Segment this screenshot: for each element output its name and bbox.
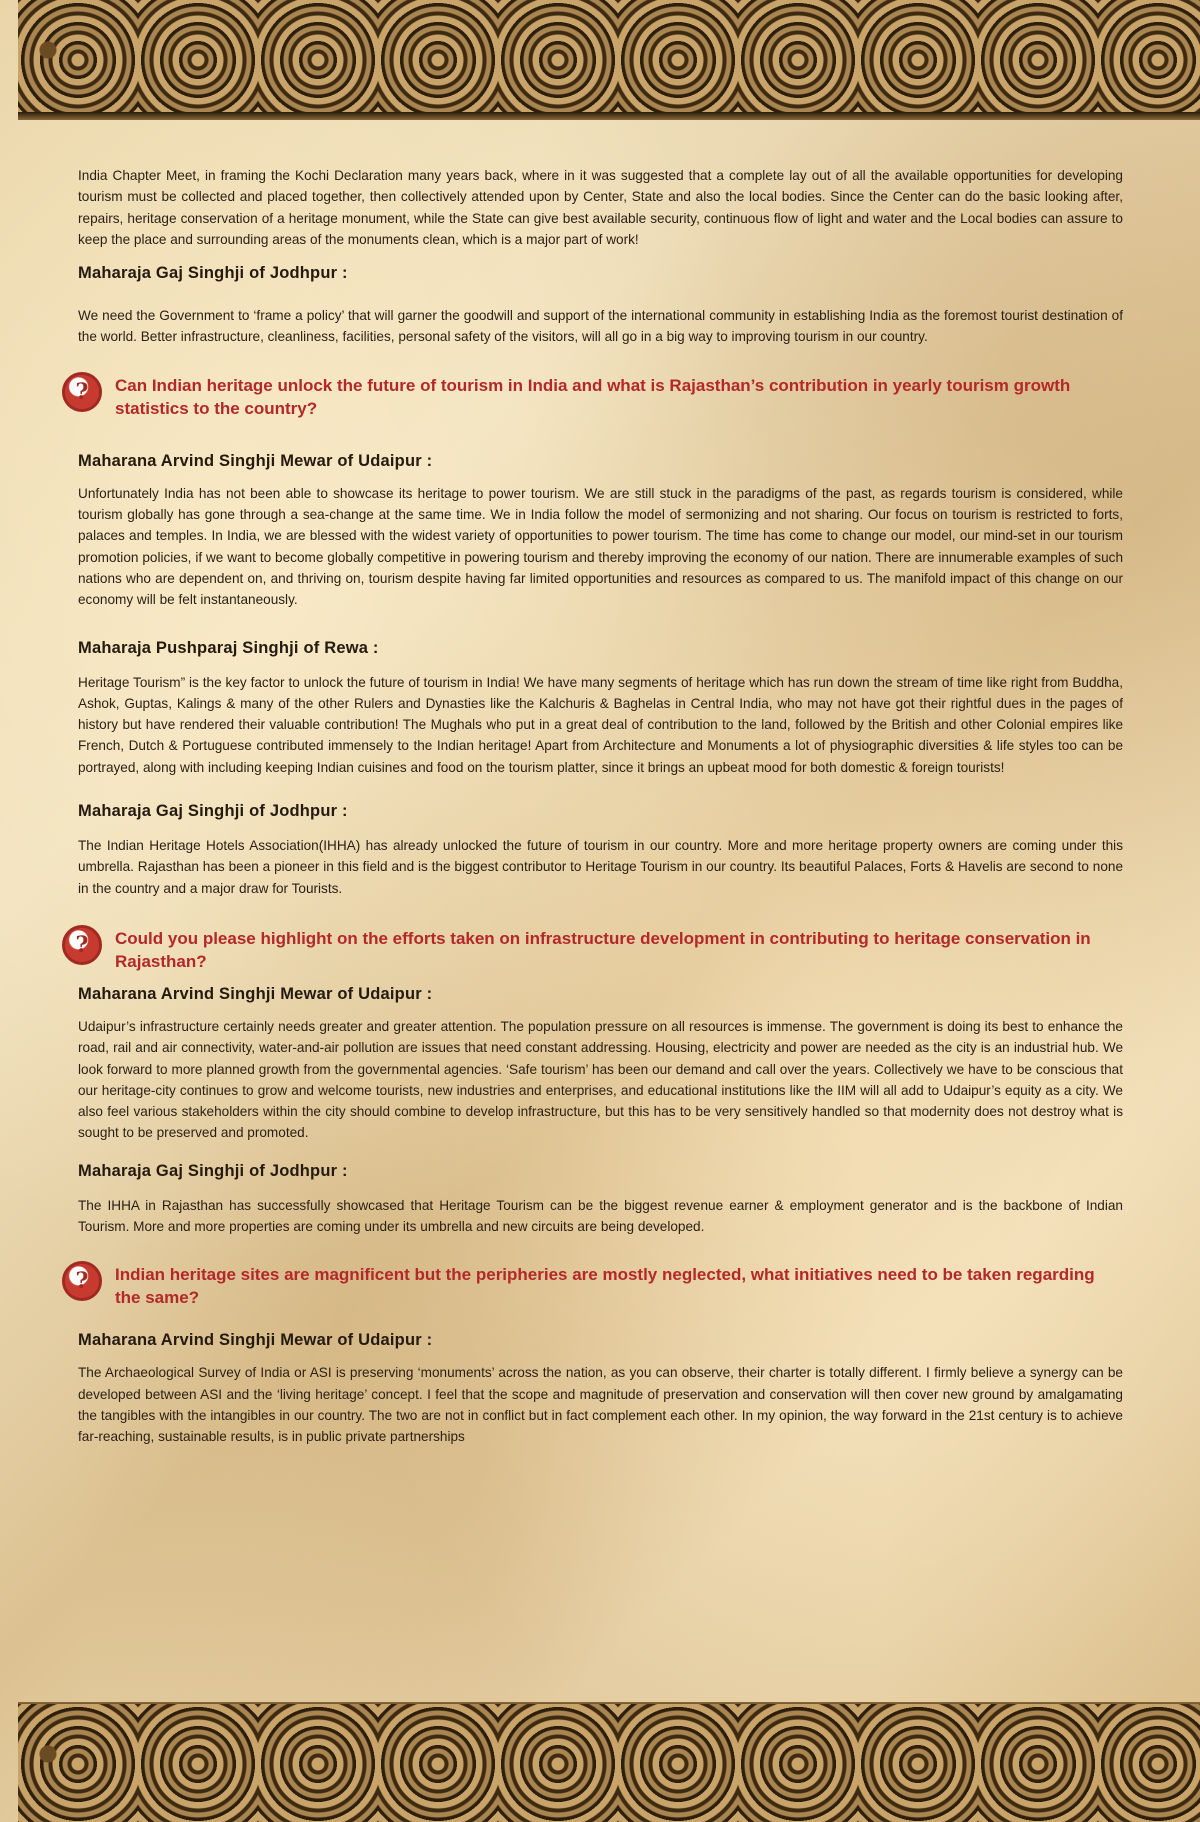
speaker-heading: Maharana Arvind Singhji Mewar of Udaipur : (78, 451, 433, 470)
paragraph-answer: Unfortunately India has not been able to showcase its heritage to power tourism. We are still stuck in the paradigms of the past, as regards tourism is considered, while tourism globally has gone through a sea-change at the same time. We in India follow the model of sermonizing and not sharing. Our focus on tourism is restricted to forts, palaces and temples. In India, we are blessed with the widest variety of opportunities to power tourism. The time has come to change our model, our mind-set in our tourism promotion policies, if we want to become globally competitive in powering tourism and thereby improving the economy of our nation. There are innumerable examples of such nations who are dependent on, and thriving on, tourism despite having far limited opportunities and resources as compared to us. The manifold impact of this change on our economy will be felt instantaneously. (78, 485, 1123, 608)
question-icon: ? (62, 925, 102, 965)
question-text: Indian heritage sites are magnificent but the peripheries are mostly neglected, what initiatives need to be taken regarding the same? (115, 1265, 1095, 1308)
question-icon: ? (62, 372, 102, 412)
question-block (75, 374, 1123, 420)
question-block (75, 1263, 1123, 1309)
border-edge-top (18, 112, 1200, 120)
question-icon: ? (62, 1261, 102, 1301)
paragraph-answer: Udaipur’s infrastructure certainly needs greater and greater attention. The population pressure on all resources is immense. The government is doing its best to enhance the road, rail and air connectivity, water-and-air pollution are issues that need constant addressing. Housing, electricity and power are needed as the city is an industrial hub. We look forward to more planned growth from the governmental agencies. ‘Safe tourism’ has been our demand and call over the years. Collectively we have to be conscious that our heritage-city continues to grow and welcome tourists, new industries and enterprises, and educational institutions like the IIM will all add to Udaipur’s equity as a city. We also feel various stakeholders within the city should combine to develop infrastructure, but this has to be very sensitively handled so that modernity does not destroy what is sought to be preserved and promoted. (78, 1018, 1123, 1141)
speaker-heading: Maharaja Pushparaj Singhji of Rewa : (78, 638, 379, 657)
paragraph-answer: The IHHA in Rajasthan has successfully showcased that Heritage Tourism can be the biggest revenue earner & employment generator and is the backbone of Indian Tourism. More and more properties are coming under its umbrella and new circuits are being developed. (78, 1197, 1123, 1235)
speaker-heading: Maharaja Gaj Singhji of Jodhpur : (78, 802, 348, 821)
ornamental-border-bottom (18, 1704, 1200, 1822)
question-text: Can Indian heritage unlock the future of tourism in India and what is Rajasthan’s contribution in yearly tourism growth statistics to the country? (115, 375, 1071, 418)
article-body (75, 165, 1123, 1448)
question-block (75, 927, 1123, 973)
question-text: Could you please highlight on the efforts taken on infrastructure development in contributing to heritage conservation in Rajasthan? (115, 928, 1091, 971)
paragraph-answer: We need the Government to ‘frame a policy’ that will garner the goodwill and support of the international community in establishing India as the foremost tourist destination of the world. Better infrastructure, cleanliness, facilities, personal safety of the visitors, will all go in a big way to improving tourism in our country. (78, 308, 1123, 345)
speaker-heading: Maharaja Gaj Singhji of Jodhpur : (78, 1161, 348, 1180)
paragraph-answer: The Archaeological Survey of India or ASI is preserving ‘monuments’ across the nation, as you can observe, their charter is totally different. I firmly believe a synergy can be developed between ASI and the ‘living heritage’ concept. I feel that the scope and magnitude of preservation and conservation will then cover new ground by amalgamating the tangibles with the intangibles in our country. The two are not in conflict but in fact complement each other. In my opinion, the way forward in the 21st century is to achieve far-reaching, sustainable results, is in public private partnerships (78, 1365, 1123, 1445)
speaker-heading: Maharana Arvind Singhji Mewar of Udaipur : (78, 1331, 433, 1350)
ornamental-border-top (18, 0, 1200, 118)
paragraph-answer: Heritage Tourism” is the key factor to unlock the future of tourism in India! We have many segments of heritage which has run down the stream of time like right from Buddha, Ashok, Guptas, Kalings & many of the other Rulers and Dynasties like the Kalchuris & Baghelas in Central India, who may not have got their rightful dues in the pages of history but have rendered their valuable contribution! The Mughals who put in a great deal of contribution to the land, followed by the British and other Colonial empires like French, Dutch & Portuguese contributed immensely to the Indian heritage! Apart from Architecture and Monuments a lot of physiographic diversities & life styles too can be portrayed, along with including keeping Indian cuisines and food on the tourism platter, since it brings an upbeat mood for both domestic & foreign tourists! (78, 674, 1123, 775)
speaker-heading: Maharana Arvind Singhji Mewar of Udaipur : (78, 984, 433, 1003)
paragraph-kochi-declaration: India Chapter Meet, in framing the Kochi Declaration many years back, where in it was suggested that a complete lay out of all the available opportunities for developing tourism must be collected and placed together, then collectively attended upon by Center, State and also the local bodies. Since the Center can do the basic looking after, repairs, heritage conservation of a heritage monument, while the State can give best available security, continuous flow of light and water and the Local bodies can assure to keep the place and surrounding areas of the monuments clean, which is a major part of work! (78, 168, 1123, 247)
speaker-heading: Maharaja Gaj Singhji of Jodhpur : (78, 264, 348, 283)
paragraph-answer: The Indian Heritage Hotels Association(IHHA) has already unlocked the future of tourism in our country. More and more heritage property owners are coming under this umbrella. Rajasthan has been a pioneer in this field and is the biggest contributor to Heritage Tourism in our country. Its beautiful Palaces, Forts & Havelis are second to none in the country and a major draw for Tourists. (78, 838, 1123, 896)
